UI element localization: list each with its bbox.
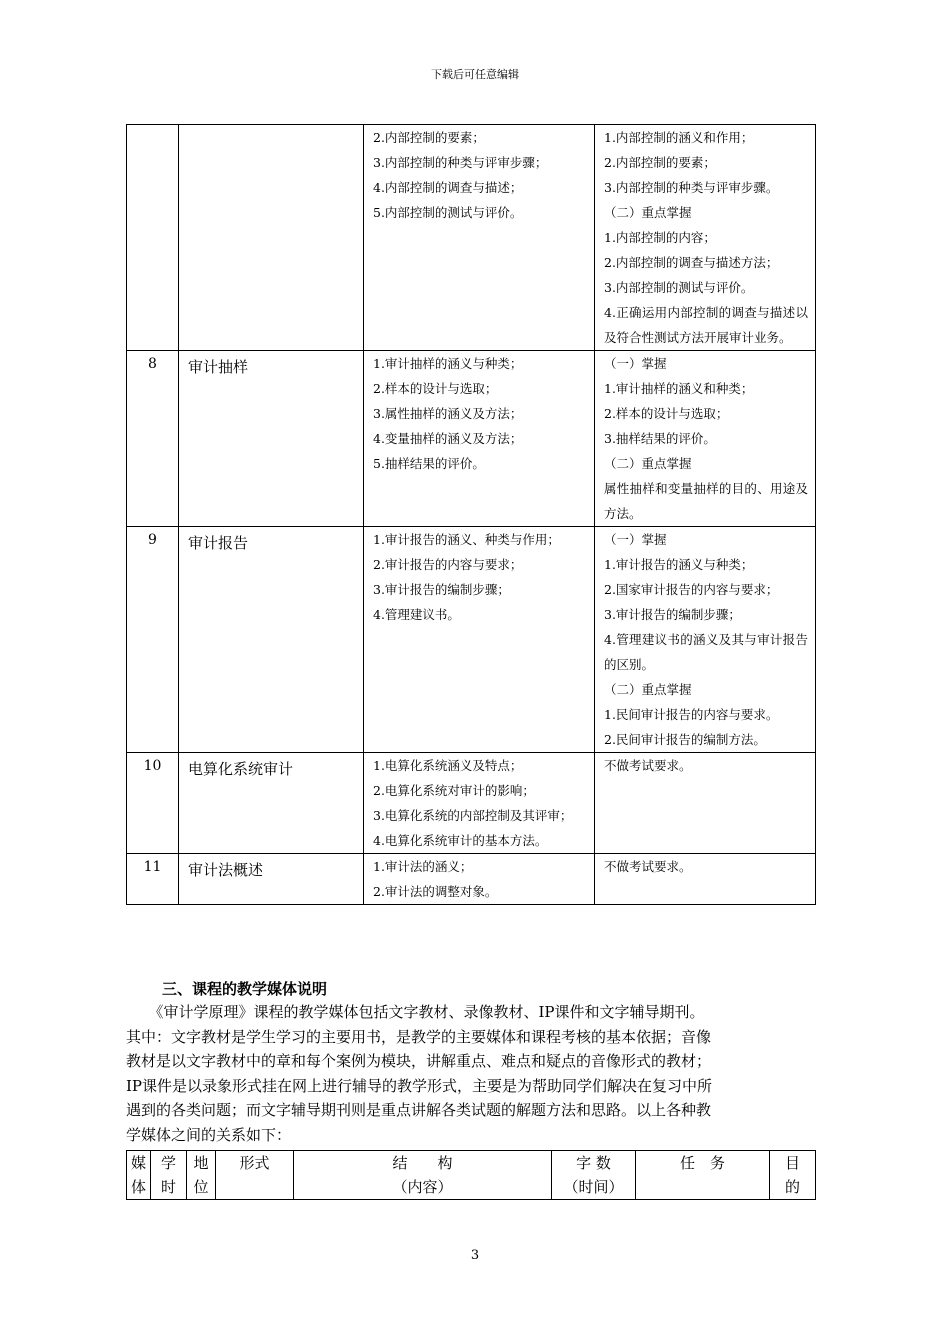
media-header-cell: 字 数 （时间） [552, 1151, 636, 1200]
chapter-content [364, 527, 595, 753]
list-item: （一）掌握 [604, 356, 667, 371]
chapter-title: 审计法概述 [179, 854, 364, 905]
syllabus-table [126, 124, 816, 905]
chapter-requirements [595, 527, 816, 753]
list-item: 2.样本的设计与选取； [373, 381, 498, 396]
list-item: 4.电算化系统审计的基本方法。 [373, 833, 548, 848]
chapter-content [364, 753, 595, 854]
list-item: 2.内部控制的要素； [604, 155, 716, 170]
chapter-requirements [595, 854, 816, 905]
section-paragraph [126, 1000, 815, 1147]
list-item: 2.国家审计报告的内容与要求； [604, 582, 779, 597]
media-header-cell: 结 构 （内容） [294, 1151, 552, 1200]
list-item: 1.审计报告的涵义、种类与作用； [373, 532, 560, 547]
chapter-title: 电算化系统审计 [179, 753, 364, 854]
list-item: 5.内部控制的测试与评价。 [373, 205, 523, 220]
list-item: 1.民间审计报告的内容与要求。 [604, 707, 779, 722]
chapter-content [364, 854, 595, 905]
list-item: 不做考试要求。 [604, 758, 692, 773]
chapter-requirements [595, 125, 816, 351]
list-item: 1.审计抽样的涵义与种类； [373, 356, 523, 371]
table-row [127, 125, 816, 351]
media-header-cell: 媒 体 [127, 1151, 151, 1200]
chapter-requirements [595, 351, 816, 527]
list-item: （二）重点掌握 [604, 682, 692, 697]
media-header-cell: 学 时 [151, 1151, 187, 1200]
list-item: 1.审计法的涵义； [373, 859, 473, 874]
list-item: 2.审计法的调整对象。 [373, 884, 498, 899]
paragraph-line: 其中：文字教材是学生学习的主要用书，是教学的主要媒体和课程考核的基本依据；音像 [126, 1027, 712, 1046]
page-number: 3 [470, 1248, 480, 1263]
list-item: 3.审计报告的编制步骤； [373, 582, 510, 597]
table-row [127, 854, 816, 905]
list-item: 4.变量抽样的涵义及方法； [373, 431, 523, 446]
chapter-title: 审计抽样 [179, 351, 364, 527]
list-item: 3.内部控制的种类与评审步骤。 [604, 180, 779, 195]
list-item: 4.管理建议书的涵义及其与审计报告的区别。 [604, 632, 808, 672]
media-header-cell: 地 位 [187, 1151, 216, 1200]
list-item: 2.审计报告的内容与要求； [373, 557, 523, 572]
list-item: 4.正确运用内部控制的调查与描述以及符合性测试方法开展审计业务。 [604, 305, 808, 345]
chapter-number: 11 [127, 854, 179, 905]
list-item: 3.抽样结果的评价。 [604, 431, 716, 446]
list-item: 4.内部控制的调查与描述； [373, 180, 523, 195]
paragraph-line: 《审计学原理》课程的教学媒体包括文字教材、录像教材、IP课件和文字辅导期刊。 [126, 1003, 705, 1021]
list-item: 2.民间审计报告的编制方法。 [604, 732, 766, 747]
list-item: 5.抽样结果的评价。 [373, 456, 485, 471]
list-item: （一）掌握 [604, 532, 667, 547]
table-row [127, 753, 816, 854]
list-item: 3.内部控制的种类与评审步骤； [373, 155, 548, 170]
chapter-title [179, 125, 364, 351]
media-table [126, 1150, 816, 1200]
list-item: 3.审计报告的编制步骤； [604, 607, 741, 622]
list-item: 2.内部控制的调查与描述方法； [604, 255, 779, 270]
paragraph-line: 学媒体之间的关系如下： [126, 1125, 292, 1144]
list-item: 1.审计抽样的涵义和种类； [604, 381, 754, 396]
list-item: 1.内部控制的内容； [604, 230, 716, 245]
list-item: （二）重点掌握 [604, 456, 692, 471]
list-item: 1.电算化系统涵义及特点； [373, 758, 523, 773]
chapter-number [127, 125, 179, 351]
media-header-cell: 任 务 [636, 1151, 770, 1200]
chapter-number: 10 [127, 753, 179, 854]
list-item: 1.内部控制的涵义和作用； [604, 130, 754, 145]
list-item: 2.电算化系统对审计的影响； [373, 783, 535, 798]
media-header-cell: 目 的 [770, 1151, 816, 1200]
table-row [127, 351, 816, 527]
media-header-cell: 形式 [216, 1151, 294, 1200]
table-row [127, 527, 816, 753]
list-item: 属性抽样和变量抽样的目的、用途及方法。 [604, 481, 808, 521]
paragraph-line: 遇到的各类问题；而文字辅导期刊则是重点讲解各类试题的解题方法和思路。以上各种教 [126, 1101, 712, 1119]
list-item: 2.样本的设计与选取； [604, 406, 729, 421]
paragraph-line: 教材是以文字教材中的章和每个案例为模块，讲解重点、难点和疑点的音像形式的教材； [126, 1052, 712, 1070]
list-item: 不做考试要求。 [604, 859, 692, 874]
chapter-requirements [595, 753, 816, 854]
chapter-number: 9 [127, 527, 179, 753]
paragraph-line: IP课件是以录象形式挂在网上进行辅导的教学形式，主要是为帮助同学们解决在复习中所 [126, 1076, 713, 1095]
chapter-number: 8 [127, 351, 179, 527]
list-item: 4.管理建议书。 [373, 607, 460, 622]
section-title: 三、课程的教学媒体说明 [162, 980, 328, 998]
list-item: 3.电算化系统的内部控制及其评审； [373, 808, 573, 823]
list-item: 3.属性抽样的涵义及方法； [373, 406, 523, 421]
chapter-content [364, 351, 595, 527]
page-header: 下载后可任意编辑 [431, 68, 519, 81]
list-item: （二）重点掌握 [604, 205, 692, 220]
list-item: 3.内部控制的测试与评价。 [604, 280, 754, 295]
chapter-content [364, 125, 595, 351]
chapter-title: 审计报告 [179, 527, 364, 753]
list-item: 2.内部控制的要素； [373, 130, 485, 145]
list-item: 1.审计报告的涵义与种类； [604, 557, 754, 572]
